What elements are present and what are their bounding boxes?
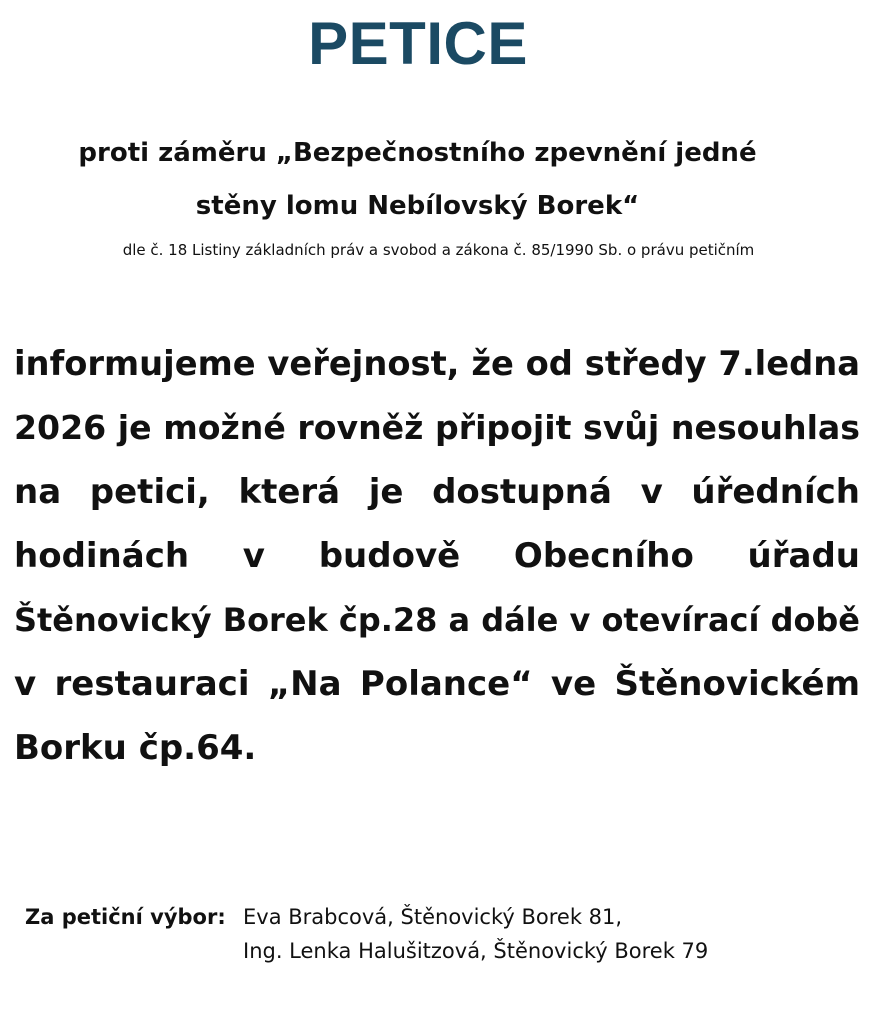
announcement-line: informujeme veřejnost, že od středy 7.ledna [14, 344, 860, 383]
announcement-text [14, 332, 860, 780]
announcement-line: Borku čp.64. [14, 728, 257, 768]
committee-members [243, 900, 708, 968]
announcement-line: 2026 je možné rovněž připojit svůj nesouhlas [14, 408, 860, 447]
announcement-line: na petici, která je dostupná v úředních [14, 472, 860, 512]
committee-label: Za petiční výbor: [25, 905, 226, 929]
committee-member: Ing. Lenka Halušitzová, Štěnovický Borek 79 [243, 939, 709, 963]
petition-subject-line: stěny lomu Nebílovský Borek“ [195, 191, 640, 221]
petition-subject [40, 127, 795, 233]
announcement-line: v restauraci „Na Polance“ ve Štěnovickém [14, 664, 860, 704]
petition-subject-line: proti záměru „Bezpečnostního zpevnění jedné [78, 138, 757, 168]
committee-member: Eva Brabcová, Štěnovický Borek 81, [243, 905, 623, 929]
legal-note: dle č. 18 Listiny základních práv a svobod a zákona č. 85/1990 Sb. o právu petičním [122, 241, 755, 259]
document-title: PETICE [308, 10, 528, 77]
announcement-line: hodinách v budově Obecního úřadu [14, 536, 860, 576]
announcement-line: Štěnovický Borek čp.28 a dále v otevírací době [14, 601, 860, 639]
